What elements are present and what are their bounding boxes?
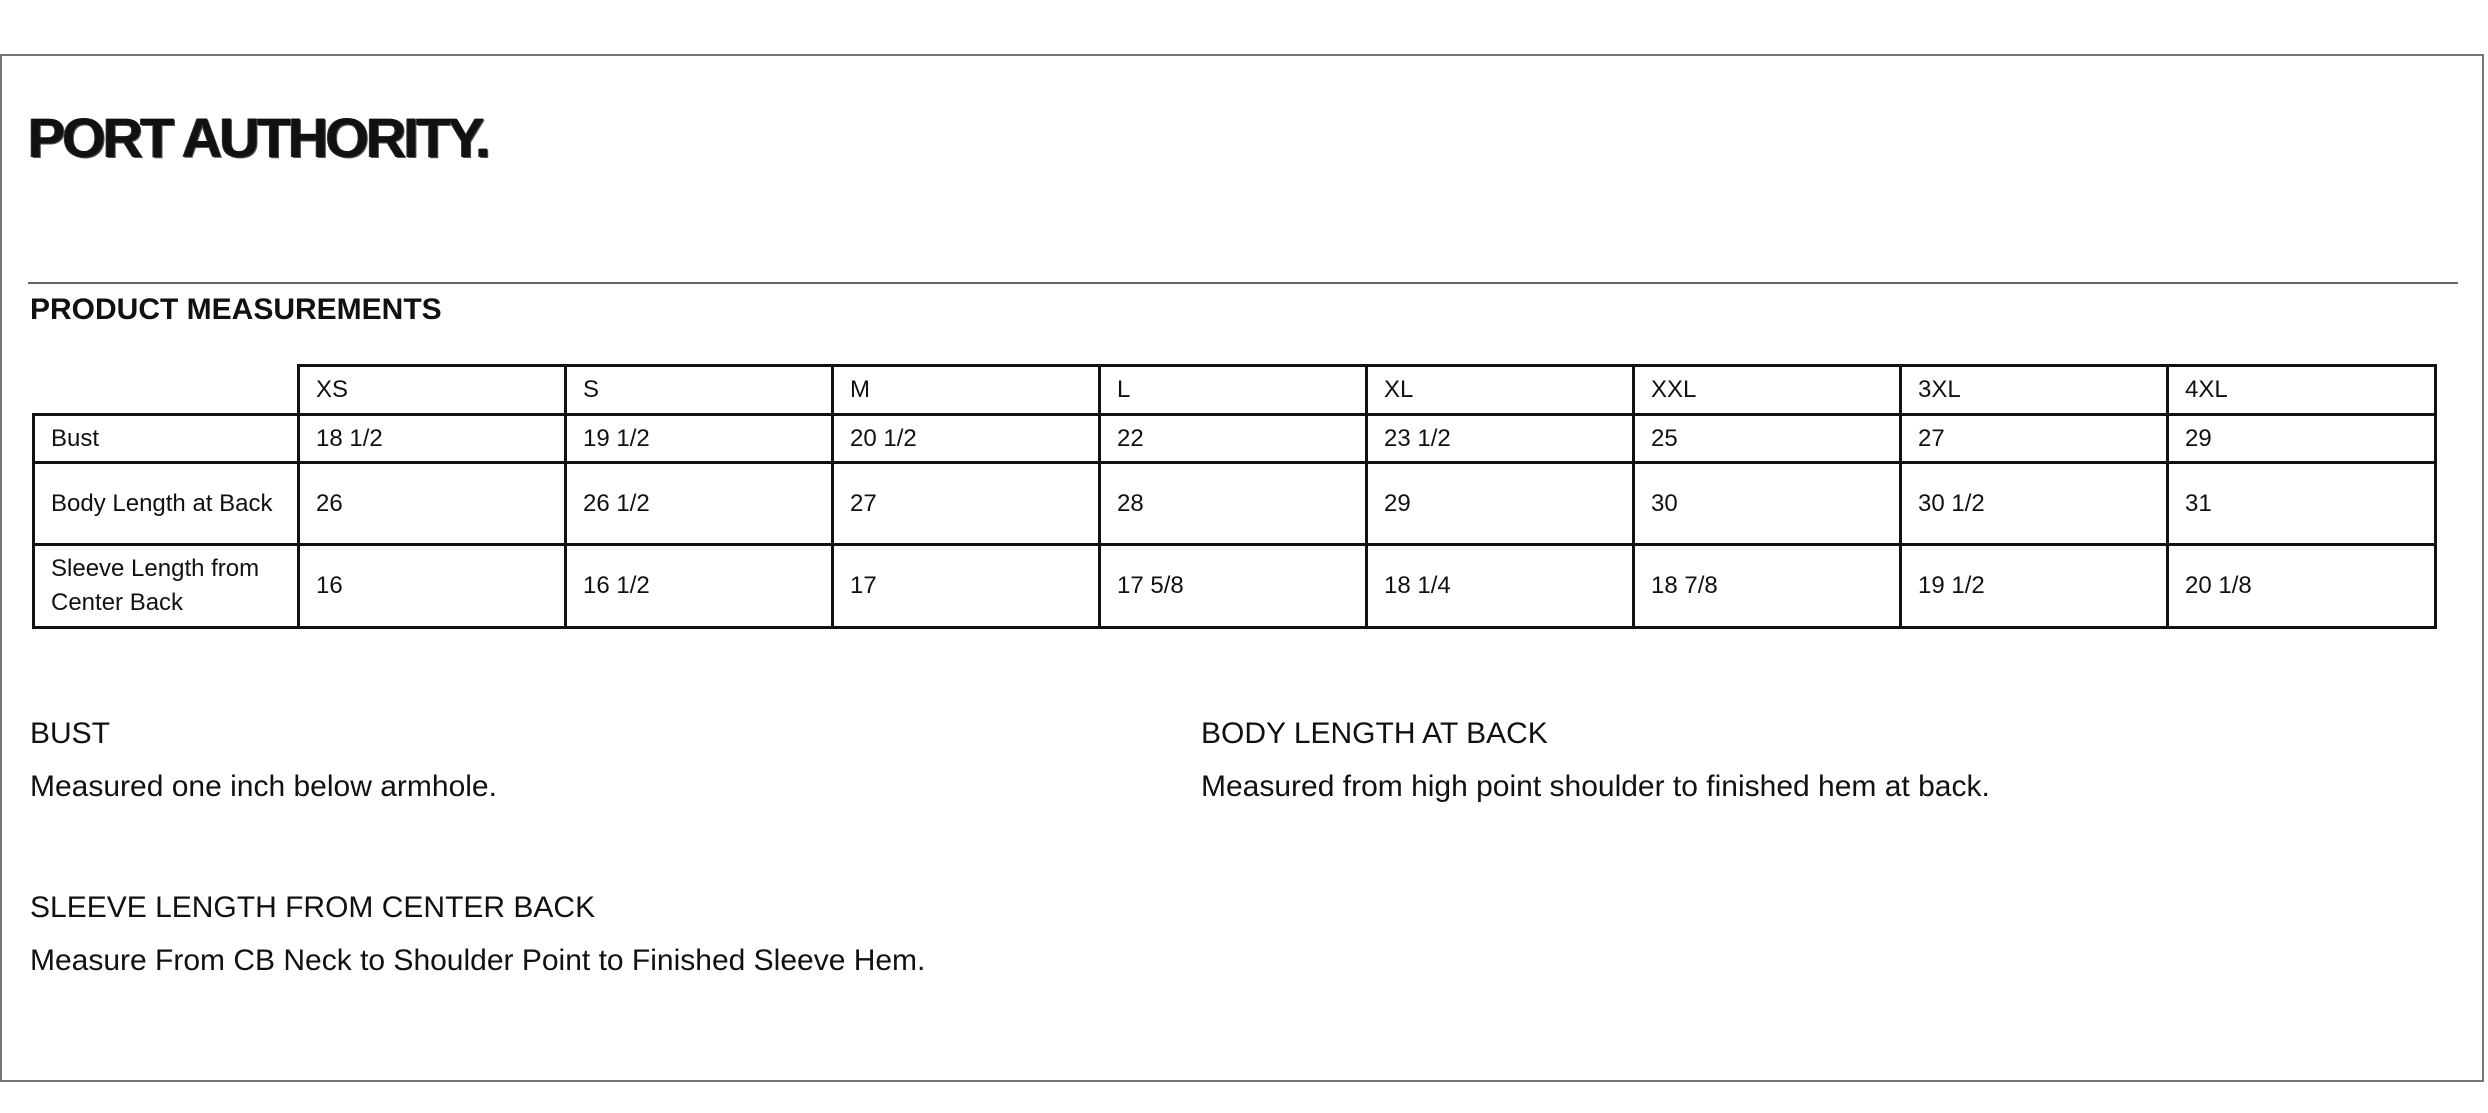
table-cell: 30 [1634, 463, 1901, 545]
table-cell: 20 1/2 [833, 415, 1100, 463]
definition-bust [30, 716, 497, 805]
table-corner-cell [34, 366, 299, 415]
section-title: PRODUCT MEASUREMENTS [30, 293, 442, 326]
table-cell: 18 7/8 [1634, 545, 1901, 628]
table-cell: 19 1/2 [566, 415, 833, 463]
table-header-row [34, 366, 2436, 415]
definition-term: SLEEVE LENGTH FROM CENTER BACK [30, 891, 596, 924]
size-header-xl: XL [1367, 366, 1634, 415]
table-cell: 25 [1634, 415, 1901, 463]
measurements-table [32, 364, 2437, 629]
table-cell: 18 1/4 [1367, 545, 1634, 628]
definition-description: Measured from high point shoulder to finished hem at back. [1201, 770, 1990, 803]
size-header-xxl: XXL [1634, 366, 1901, 415]
table-cell: 20 1/8 [2168, 545, 2436, 628]
table-cell: 30 1/2 [1901, 463, 2168, 545]
table-cell: 31 [2168, 463, 2436, 545]
size-header-4xl: 4XL [2168, 366, 2436, 415]
table-cell: 16 [299, 545, 566, 628]
table-cell: 22 [1100, 415, 1367, 463]
size-header-m: M [833, 366, 1100, 415]
size-header-xs: XS [299, 366, 566, 415]
table-cell: 29 [2168, 415, 2436, 463]
table-cell: 17 5/8 [1100, 545, 1367, 628]
table-cell: 28 [1100, 463, 1367, 545]
size-header-s: S [566, 366, 833, 415]
table-row-bust [34, 415, 2436, 463]
table-row-body-length [34, 463, 2436, 545]
row-label-body-length: Body Length at Back [34, 463, 299, 545]
table-cell: 27 [1901, 415, 2168, 463]
table-cell: 19 1/2 [1901, 545, 2168, 628]
definition-term: BODY LENGTH AT BACK [1201, 717, 1548, 750]
definition-term: BUST [30, 717, 111, 750]
definition-description: Measured one inch below armhole. [30, 770, 497, 803]
table-cell: 16 1/2 [566, 545, 833, 628]
size-header-3xl: 3XL [1901, 366, 2168, 415]
brand-logo: PORT AUTHORITY. [28, 106, 489, 169]
definition-description: Measure From CB Neck to Shoulder Point to Finished Sleeve Hem. [30, 944, 926, 977]
size-header-l: L [1100, 366, 1367, 415]
table-cell: 26 [299, 463, 566, 545]
table-cell: 17 [833, 545, 1100, 628]
header-divider [28, 282, 2458, 284]
table-cell: 23 1/2 [1367, 415, 1634, 463]
definition-sleeve-length [30, 890, 925, 979]
table-row-sleeve-length [34, 545, 2436, 628]
row-label-sleeve-length: Sleeve Length from Center Back [34, 545, 299, 628]
table-cell: 27 [833, 463, 1100, 545]
table-cell: 18 1/2 [299, 415, 566, 463]
row-label-bust: Bust [34, 415, 299, 463]
table-cell: 26 1/2 [566, 463, 833, 545]
table-cell: 29 [1367, 463, 1634, 545]
definition-body-length [1201, 716, 1990, 805]
